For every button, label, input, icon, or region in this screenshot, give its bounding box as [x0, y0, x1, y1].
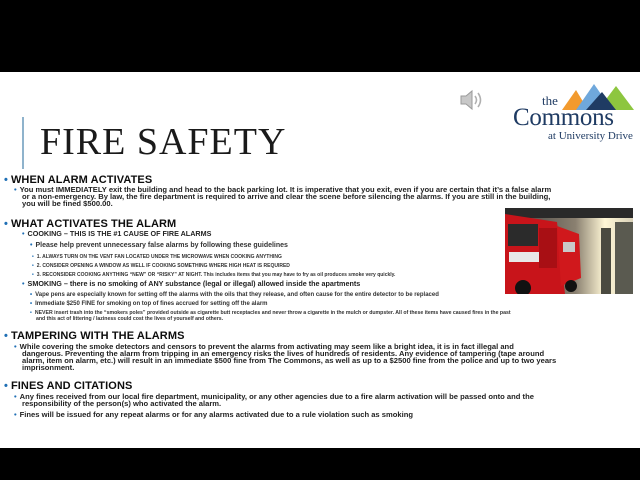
- fire-truck-photo: [505, 208, 633, 294]
- fines-item-1: • Any fines received from our local fire department, municipality, or any other agencies due to a fire alarm activation will be passed onto and the: [14, 392, 534, 401]
- cooking-guideline-3: • 3. RECONSIDER COOKING ANYTHING “NEW” OR “RISKY” AT NIGHT. This includes items that you may have to fry as oil produces smoke very quickly.: [32, 272, 396, 278]
- heading-fines-citations: • FINES AND CITATIONS: [4, 380, 133, 392]
- heading-when-alarm-activates: • WHEN ALARM ACTIVATES: [4, 174, 153, 186]
- tampering-line-3: alarm, item on alarm, etc.) will result in an immediate $500 fine from The Commons, as well as up to a $2500 fine from the police and up to two years: [22, 356, 557, 365]
- tampering-line-2: dangerous. Preventing the alarm from tripping in an emergency risks the lives of hundreds of residents. Any evidence of tampering (tape around: [22, 349, 545, 358]
- commons-logo: [508, 82, 636, 144]
- cooking-item: • COOKING – THIS IS THE #1 CAUSE OF FIRE ALARMS: [22, 229, 212, 238]
- logo-subtitle-text: at University Drive: [548, 130, 633, 142]
- logo-the-text: the: [542, 93, 558, 108]
- fines-item-1-cont: responsibility of the person(s) who activated the alarm.: [22, 399, 222, 408]
- fines-item-2: • Fines will be issued for any repeat alarms or for any alarms activated due to a rule violation such as smoking: [14, 410, 413, 419]
- logo-name-text: Commons: [513, 104, 614, 131]
- tampering-line-4: imprisonment.: [22, 363, 75, 372]
- heading-what-activates-alarm: • WHAT ACTIVATES THE ALARM: [4, 218, 177, 230]
- cooking-guidelines: • Please help prevent unnecessary false alarms by following these guidelines: [30, 242, 288, 249]
- tampering-line-1: • While covering the smoke detectors and censors to prevent the alarms from activating may seem like a bright idea, it is in fact illegal and: [14, 342, 514, 351]
- smoking-item-trash-cont: and this act of littering / laziness could cost the lives of yourself and others.: [36, 316, 224, 322]
- smoking-item-vape: • Vape pens are especially known for setting off the alarms with the oils that they release, and often cause for the entire detector to be replaced: [30, 292, 439, 298]
- alarm-activates-line-1: • You must IMMEDIATELY exit the building and head to the back parking lot. It is imperative that you exit, even if you are certain that it’s a false alarm: [14, 185, 552, 194]
- smoking-item-trash: • NEVER insert trash into the “smokers poles” provided outside as cigarette butt receptacles and never throw a cigarette in the mulch or dumpster. All of these items have caused fires in the past: [30, 310, 511, 316]
- smoking-item: • SMOKING – there is no smoking of ANY substance (legal or illegal) allowed inside the apartments: [22, 279, 361, 288]
- cooking-guideline-1: • 1. ALWAYS TURN ON THE VENT FAN LOCATED UNDER THE MICROWAVE WHEN COOKING ANYTHING: [32, 254, 282, 260]
- page-title: FIRE SAFETY: [40, 121, 287, 163]
- alarm-activates-line-2: or a non-emergency. By law, the fire department is required to arrive and clear the scene before silencing the alarms. If you are still in the building,: [22, 192, 551, 201]
- cooking-guideline-2: • 2. CONSIDER OPENING A WINDOW AS WELL IF COOKING SOMETHING WHERE HIGH HEAT IS REQUIRED: [32, 263, 290, 269]
- slide: [0, 72, 640, 448]
- heading-tampering: • TAMPERING WITH THE ALARMS: [4, 330, 185, 342]
- speaker-icon[interactable]: [459, 89, 487, 111]
- alarm-activates-line-3: you will be fined $500.00.: [22, 199, 113, 208]
- title-accent-rule: [22, 117, 24, 169]
- smoking-item-fine: • Immediate $250 FINE for smoking on top of fines accrued for setting off the alarm: [30, 301, 268, 307]
